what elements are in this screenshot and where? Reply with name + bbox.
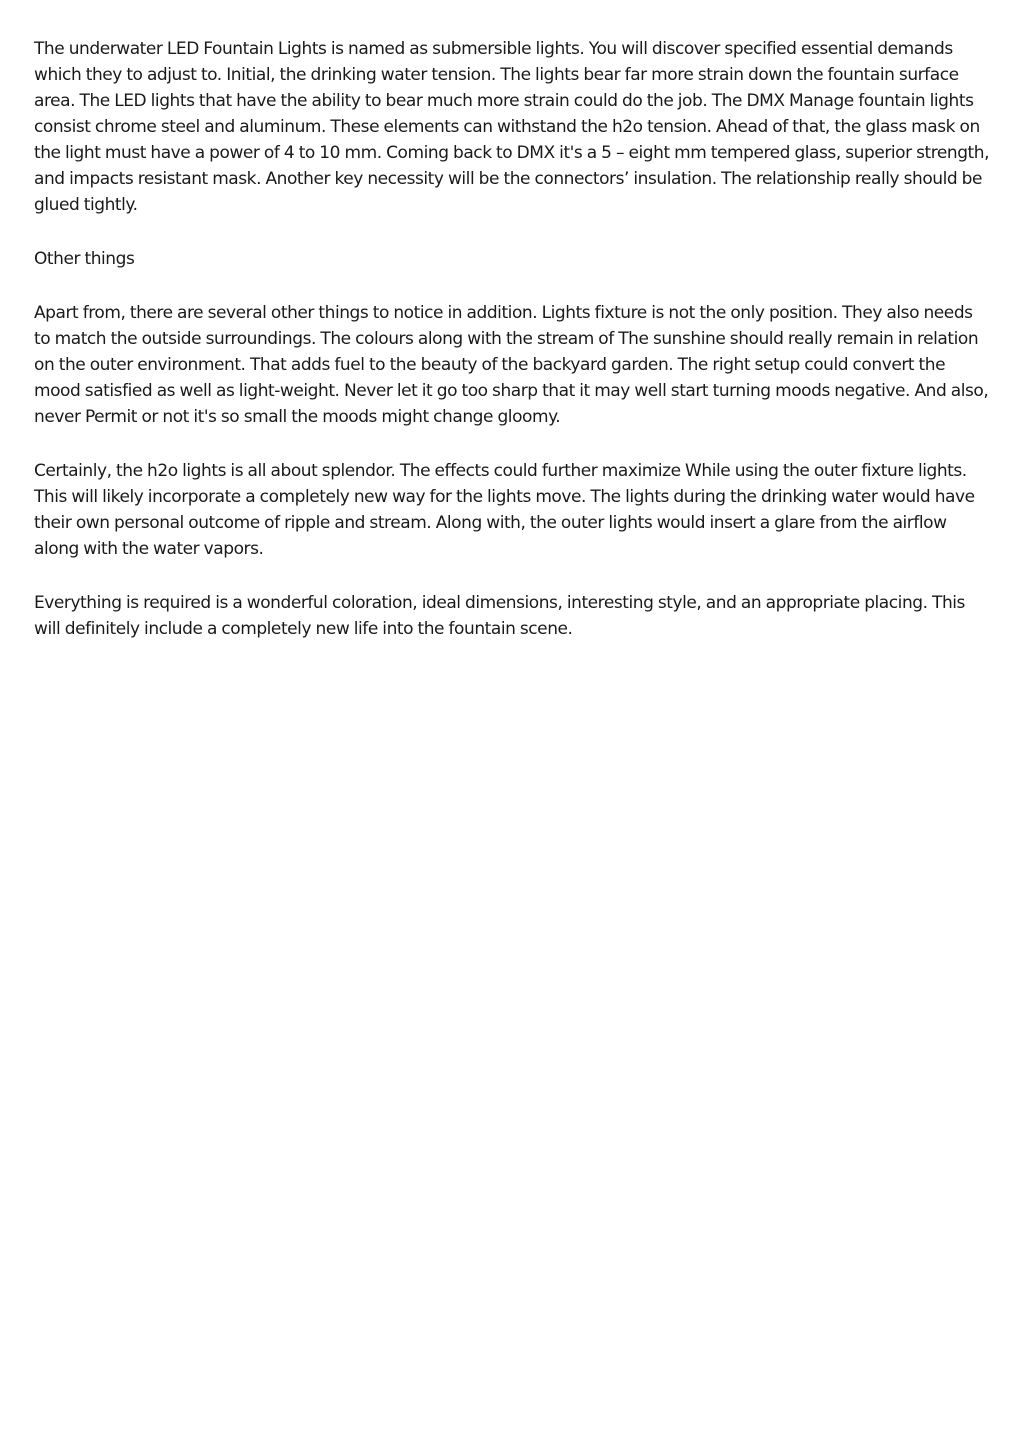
paragraph-conclusion: Everything is required is a wonderful coloration, ideal dimensions, interesting style, and an appropriate placing. This will definitely include a completely new life into the fountain scene. <box>34 593 965 639</box>
paragraph-surroundings: Apart from, there are several other things to notice in addition. Lights fixture is not the only position. They also needs to match the outside surroundings. The colours along with the stream of The sunshine should really remain in relation on the outer environment. That adds fuel to the beauty of the backyard garden. The right setup could convert the mood satisfied as well as light-weight. Never let it go too sharp that it may well start turning moods negative. And also, never Permit or not it's so small the moods might change gloomy. <box>34 303 989 427</box>
paragraph-intro: The underwater LED Fountain Lights is named as submersible lights. You will discover specified essential demands which they to adjust to. Initial, the drinking water tension. The lights bear far more strain down the fountain surface area. The LED lights that have the ability to bear much more strain could do the job. The DMX Manage fountain lights consist chrome steel and aluminum. These elements can withstand the h2o tension. Ahead of that, the glass mask on the light must have a power of 4 to 10 mm. Coming back to DMX it's a 5 – eight mm tempered glass, superior strength, and impacts resistant mask. Another key necessity will be the connectors’ insulation. The relationship really should be glued tightly. <box>34 39 990 215</box>
document-page <box>34 36 990 670</box>
section-heading-other-things: Other things <box>34 249 135 269</box>
paragraph-splendor: Certainly, the h2o lights is all about splendor. The effects could further maximize While using the outer fixture lights. This will likely incorporate a completely new way for the lights move. The lights during the drinking water would have their own personal outcome of ripple and stream. Along with, the outer lights would insert a glare from the airflow along with the water vapors. <box>34 461 975 559</box>
